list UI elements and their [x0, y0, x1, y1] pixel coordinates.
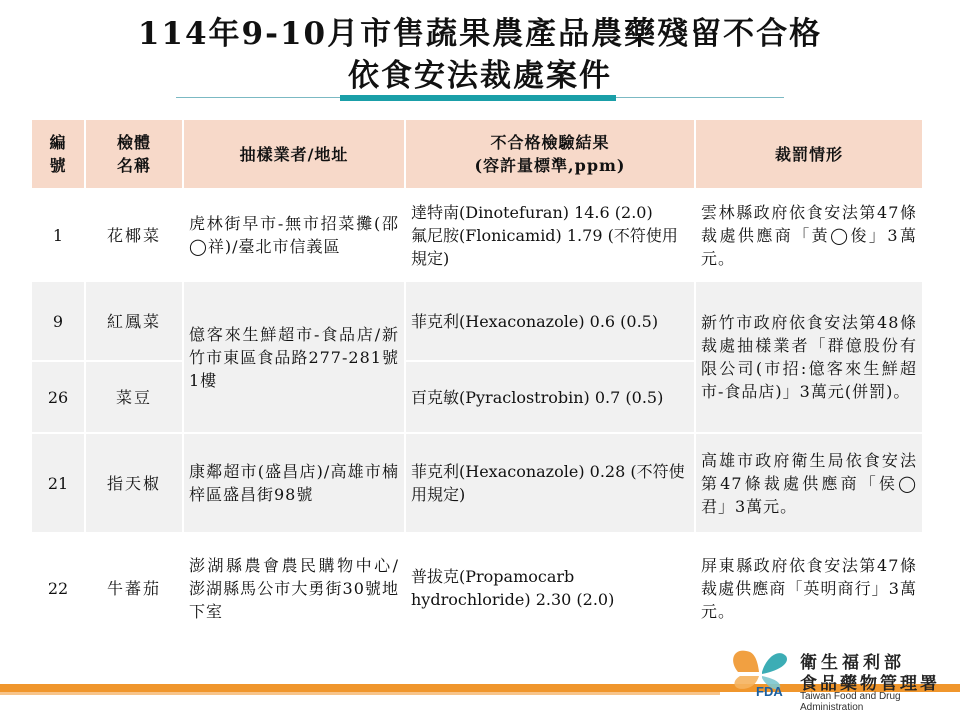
test-result — [405, 361, 695, 433]
penalty-text: 雲林縣政府依食安法第47條裁處供應商「黃◯俊」3萬元。 — [695, 189, 923, 281]
test-result — [405, 189, 695, 281]
penalty-text: 屏東縣政府依食安法第47條裁處供應商「英明商行」3萬元。 — [695, 533, 923, 643]
logo-agency-name: 食品藥物管理署 — [800, 674, 940, 694]
table-row — [31, 281, 923, 361]
row-number: 26 — [31, 361, 85, 433]
sample-name: 菜豆 — [85, 361, 183, 433]
table-row — [31, 533, 923, 643]
row-number: 22 — [31, 533, 85, 643]
fda-butterfly-icon — [726, 642, 796, 698]
penalty-text: 新竹市政府依食安法第48條裁處抽樣業者「群億股份有限公司(市招:億客來生鮮超市-食品店)」3萬元(併罰)。 — [695, 281, 923, 433]
logo-ministry-name: 衛生福利部 — [800, 653, 905, 673]
header-vendor: 抽樣業者/地址 — [183, 119, 405, 189]
row-number: 1 — [31, 189, 85, 281]
result-line: 普拔克(Propamocarb hydrochloride) 2.30 (2.0) — [411, 567, 615, 609]
result-line: 達特南(Dinotefuran) 14.6 (2.0) — [411, 202, 653, 222]
fda-mark-text: FDA — [756, 684, 783, 698]
header-result-line1: 不合格檢驗結果 — [490, 133, 610, 152]
test-result — [405, 533, 695, 643]
sample-name: 紅鳳菜 — [85, 281, 183, 361]
sample-name: 牛蕃茄 — [85, 533, 183, 643]
result-line: 菲克利(Hexaconazole) 0.28 (不符使用規定) — [411, 462, 685, 504]
row-number: 21 — [31, 433, 85, 533]
header-no-line1: 編 — [49, 133, 67, 152]
vendor-address: 億客來生鮮超市-食品店/新竹市東區食品路277-281號1樓 — [183, 281, 405, 433]
table-row — [31, 189, 923, 281]
sample-name: 指天椒 — [85, 433, 183, 533]
table-header-row — [31, 119, 923, 189]
header-no — [31, 119, 85, 189]
test-result — [405, 281, 695, 361]
header-name — [85, 119, 183, 189]
result-line: 氟尼胺(Flonicamid) 1.79 (不符使用規定) — [411, 225, 678, 268]
header-result-line2: (容許量標準,ppm) — [474, 156, 626, 175]
row-number: 9 — [31, 281, 85, 361]
header-name-line2: 名稱 — [116, 156, 151, 175]
cases-table — [30, 118, 924, 644]
result-line: 菲克利(Hexaconazole) 0.6 (0.5) — [411, 311, 659, 331]
page-title-line2: 依食安法裁處案件 — [348, 58, 612, 94]
vendor-address: 虎林街早市-無市招菜攤(邵◯祥)/臺北市信義區 — [183, 189, 405, 281]
penalty-text: 高雄市政府衛生局依食安法第47條裁處供應商「侯◯君」3萬元。 — [695, 433, 923, 533]
vendor-address: 澎湖縣農會農民購物中心/澎湖縣馬公市大勇街30號地下室 — [183, 533, 405, 643]
page-title-line1: 114年9-10月市售蔬果農產品農藥殘留不合格 — [137, 16, 823, 52]
vendor-address: 康鄰超市(盛昌店)/高雄市楠梓區盛昌街98號 — [183, 433, 405, 533]
title-underline-accent — [340, 95, 616, 101]
logo-agency-english: Taiwan Food and Drug Administration — [800, 691, 901, 713]
table-row — [31, 433, 923, 533]
header-name-line1: 檢體 — [116, 133, 151, 152]
test-result — [405, 433, 695, 533]
sample-name: 花椰菜 — [85, 189, 183, 281]
footer-accent-bar-light — [0, 692, 720, 695]
header-result — [405, 119, 695, 189]
header-penalty: 裁罰情形 — [695, 119, 923, 189]
result-line: 百克敏(Pyraclostrobin) 0.7 (0.5) — [411, 387, 664, 407]
header-no-line2: 號 — [49, 156, 67, 175]
